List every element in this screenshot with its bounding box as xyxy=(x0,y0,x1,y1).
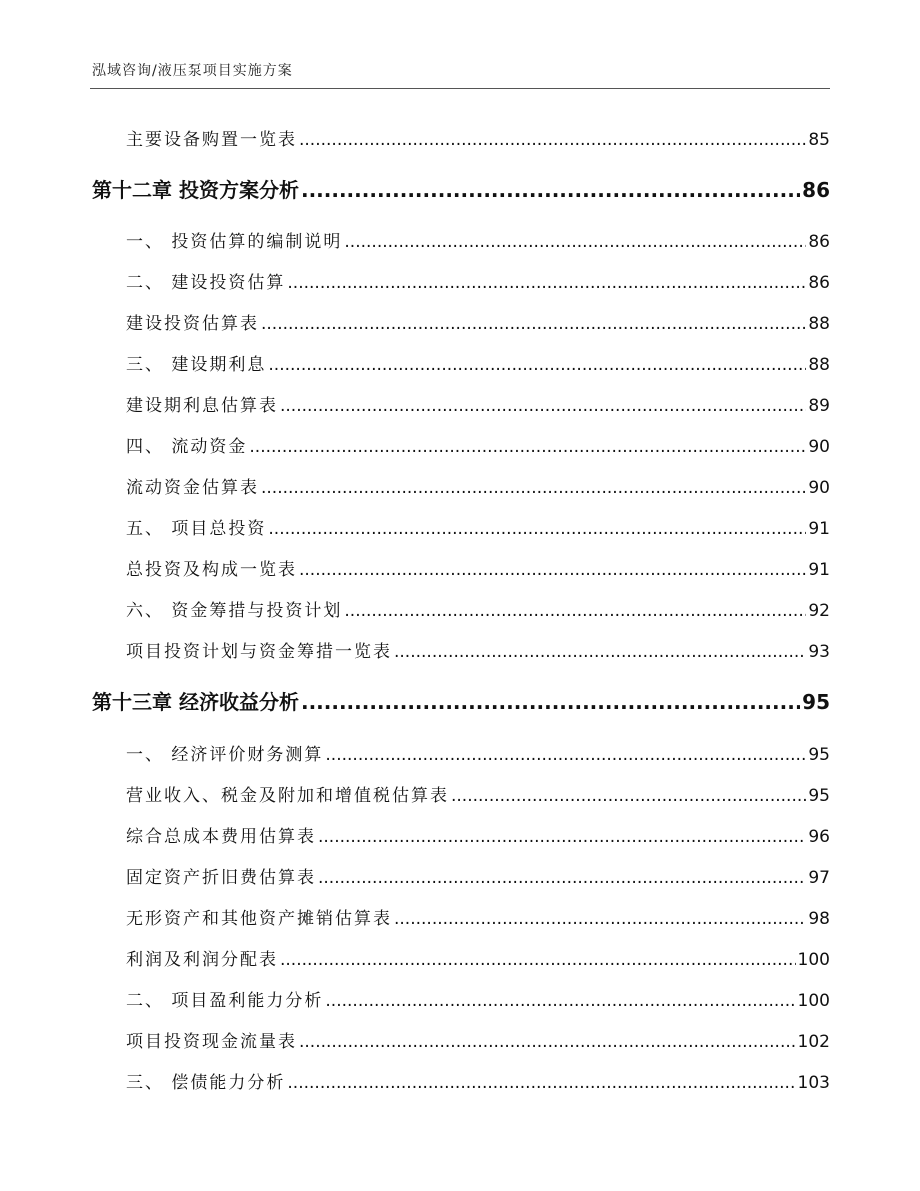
toc-entry[interactable] xyxy=(92,125,830,150)
toc-page-number: 86 xyxy=(808,232,830,252)
toc-entry[interactable] xyxy=(92,1068,830,1093)
toc-entry-label: 流动资金估算表 xyxy=(126,478,259,498)
running-header: 泓域咨询/液压泵项目实施方案 xyxy=(92,63,293,79)
toc-leader-dots xyxy=(344,601,806,621)
toc-leader-dots xyxy=(299,1032,796,1052)
toc-leader-dots xyxy=(280,950,796,970)
toc-entry-label: 六、 资金筹措与投资计划 xyxy=(126,601,343,621)
toc-leader-dots xyxy=(394,642,806,662)
toc-leader-dots xyxy=(318,868,806,888)
toc-page-number: 98 xyxy=(808,909,830,929)
toc-entry-label: 营业收入、税金及附加和增值税估算表 xyxy=(126,786,449,806)
toc-page-number: 91 xyxy=(808,519,830,539)
toc-leader-dots xyxy=(318,827,806,847)
toc-page-number: 96 xyxy=(808,827,830,847)
toc-leader-dots xyxy=(394,909,806,929)
toc-entry[interactable] xyxy=(92,514,830,539)
toc-page-number: 85 xyxy=(808,130,830,150)
toc-entry[interactable] xyxy=(92,596,830,621)
toc-entry[interactable] xyxy=(92,945,830,970)
toc-leader-dots xyxy=(249,437,806,457)
toc-entry-label: 综合总成本费用估算表 xyxy=(126,827,316,847)
toc-entry-label: 二、 建设投资估算 xyxy=(126,273,286,293)
toc-entry[interactable] xyxy=(92,432,830,457)
toc-entry[interactable] xyxy=(92,473,830,498)
toc-page-number: 90 xyxy=(808,478,830,498)
toc-entry-label: 一、 投资估算的编制说明 xyxy=(126,232,343,252)
toc-entry-label: 二、 项目盈利能力分析 xyxy=(126,991,324,1011)
header-rule xyxy=(90,88,830,89)
toc-page-number: 95 xyxy=(802,690,830,714)
toc-entry[interactable] xyxy=(92,391,830,416)
toc-leader-dots xyxy=(299,130,806,150)
toc-page-number: 90 xyxy=(808,437,830,457)
toc-entry[interactable] xyxy=(92,637,830,662)
toc-entry[interactable] xyxy=(92,309,830,334)
toc-page-number: 95 xyxy=(808,745,830,765)
toc-entry-label: 五、 项目总投资 xyxy=(126,519,267,539)
toc-leader-dots xyxy=(287,1073,795,1093)
toc-leader-dots xyxy=(280,396,806,416)
toc-entry[interactable] xyxy=(92,822,830,847)
toc-leader-dots xyxy=(299,560,806,580)
toc-page-number: 102 xyxy=(797,1032,830,1052)
toc-entry-label: 无形资产和其他资产摊销估算表 xyxy=(126,909,392,929)
toc-leader-dots xyxy=(325,991,795,1011)
toc-page-number: 89 xyxy=(808,396,830,416)
toc-leader-dots xyxy=(301,690,800,714)
toc-entry-label: 三、 偿债能力分析 xyxy=(126,1073,286,1093)
toc-page-number: 86 xyxy=(802,178,830,202)
toc-leader-dots xyxy=(344,232,806,252)
toc-page-number: 88 xyxy=(808,314,830,334)
toc-page-number: 103 xyxy=(797,1073,830,1093)
toc-entry-label: 一、 经济评价财务测算 xyxy=(126,745,324,765)
toc-entry[interactable] xyxy=(92,863,830,888)
toc-entry[interactable] xyxy=(92,227,830,252)
toc-page-number: 86 xyxy=(808,273,830,293)
toc-chapter-entry[interactable] xyxy=(92,686,830,715)
toc-page-number: 97 xyxy=(808,868,830,888)
toc-entry[interactable] xyxy=(92,781,830,806)
toc-entry-label: 第十二章 投资方案分析 xyxy=(92,178,299,202)
toc-entry[interactable] xyxy=(92,555,830,580)
toc-entry-label: 项目投资计划与资金筹措一览表 xyxy=(126,642,392,662)
toc-leader-dots xyxy=(261,478,806,498)
toc-entry[interactable] xyxy=(92,904,830,929)
toc-page-number: 92 xyxy=(808,601,830,621)
toc-entry-label: 主要设备购置一览表 xyxy=(126,130,297,150)
toc-leader-dots xyxy=(268,355,806,375)
toc-entry-label: 四、 流动资金 xyxy=(126,437,248,457)
toc-leader-dots xyxy=(301,178,800,202)
toc-entry-label: 建设期利息估算表 xyxy=(126,396,278,416)
toc-page-number: 93 xyxy=(808,642,830,662)
toc-entry-label: 固定资产折旧费估算表 xyxy=(126,868,316,888)
toc-leader-dots xyxy=(268,519,806,539)
toc-page-number: 88 xyxy=(808,355,830,375)
toc-entry[interactable] xyxy=(92,740,830,765)
toc-page-number: 100 xyxy=(797,991,830,1011)
toc-page-number: 100 xyxy=(797,950,830,970)
toc-entry-label: 利润及利润分配表 xyxy=(126,950,278,970)
toc-entry[interactable] xyxy=(92,986,830,1011)
toc-leader-dots xyxy=(261,314,806,334)
toc-entry-label: 总投资及构成一览表 xyxy=(126,560,297,580)
toc-chapter-entry[interactable] xyxy=(92,174,830,203)
toc-entry[interactable] xyxy=(92,268,830,293)
toc-entry-label: 三、 建设期利息 xyxy=(126,355,267,375)
toc-leader-dots xyxy=(325,745,806,765)
toc-leader-dots xyxy=(451,786,806,806)
toc-entry-label: 第十三章 经济收益分析 xyxy=(92,690,299,714)
toc-entry-label: 建设投资估算表 xyxy=(126,314,259,334)
toc-leader-dots xyxy=(287,273,806,293)
toc-page-number: 91 xyxy=(808,560,830,580)
toc-entry[interactable] xyxy=(92,350,830,375)
toc-entry[interactable] xyxy=(92,1027,830,1052)
toc-page-number: 95 xyxy=(808,786,830,806)
toc-entry-label: 项目投资现金流量表 xyxy=(126,1032,297,1052)
